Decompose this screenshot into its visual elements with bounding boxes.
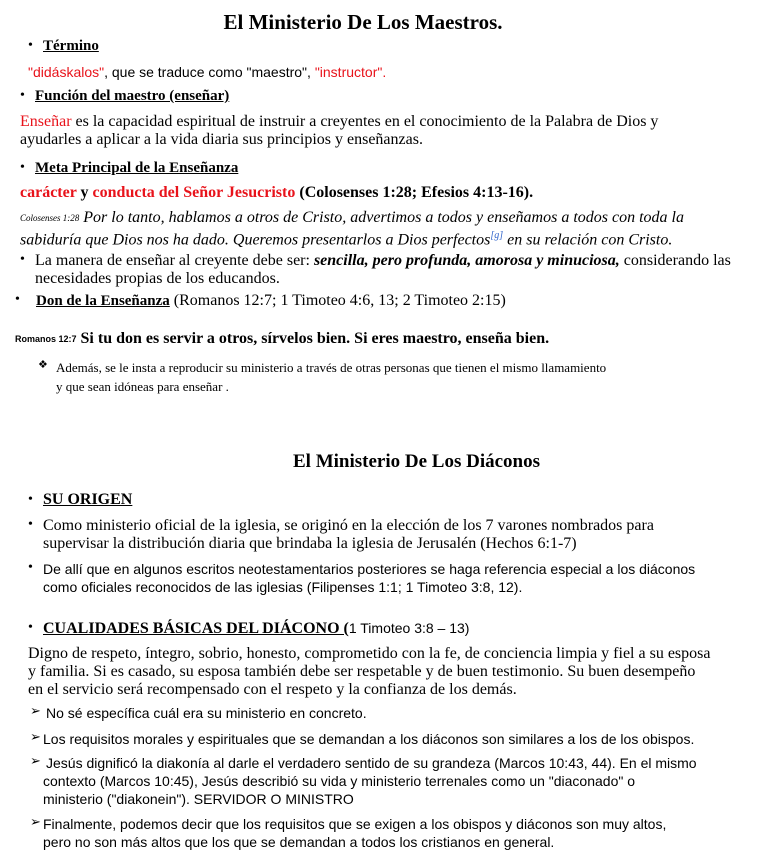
arrow-bullet-icon: ➢: [30, 703, 41, 718]
bullet: •: [20, 88, 25, 103]
bullet: •: [15, 292, 20, 307]
cualidades-item: Finalmente, podemos decir que los requisitos que se exigen a los obispos y diáconos son muy altos, pero no son más altos que los que se demandan a todos los cristianos en general.: [43, 816, 667, 850]
arrow-bullet-icon: ➢: [30, 753, 41, 768]
bullet: •: [28, 560, 33, 575]
diamond-bullet-icon: ❖: [38, 359, 48, 371]
cualidades-heading: CUALIDADES BÁSICAS DEL DIÁCONO (1 Timoteo 3:8 – 13): [43, 620, 470, 637]
arrow-bullet-icon: ➢: [30, 729, 41, 744]
funcion-heading: Función del maestro (enseñar): [35, 88, 230, 104]
title-maestros: El Ministerio De Los Maestros.: [223, 10, 503, 34]
cualidades-item: Jesús dignificó la diakonía al darle el verdadero sentido de su grandeza (Marcos 10:43, 44). En el mismo contexto (Marcos 10:45), Jesús describió su vida y ministerio terrenales como un "diaconado" o ministerio ("diakonein"). SERVIDOR O MINISTRO: [43, 755, 697, 807]
arrow-bullet-icon: ➢: [30, 814, 41, 829]
bullet: •: [20, 252, 25, 267]
meta-manner: La manera de enseñar al creyente debe ser: sencilla, pero profunda, amorosa y minuciosa, considerando las necesidades propias de los educandos.: [35, 252, 731, 287]
bullet: •: [28, 38, 33, 53]
don-verse: $^{Romanos 12:7}$ Si tu don es servir a otros, sírvelos bien. Si eres maestro, enseña bien.: [15, 330, 550, 347]
title-diaconos: El Ministerio De Los Diáconos: [293, 451, 540, 472]
meta-heading: Meta Principal de la Enseñanza: [35, 160, 239, 176]
bullet: •: [28, 620, 33, 635]
bullet: •: [28, 517, 33, 532]
don-note: Además, se le insta a reproducir su ministerio a través de otras personas que tienen el mismo llamamiento y que sean idóneas para enseñar .: [56, 360, 607, 394]
meta-verse: $^{Colosenses 1:28}$ Por lo tanto, hablamos a otros de Cristo, advertimos a todos y enseñamos a todos con toda la sabiduría que Dios nos ha dado. Queremos presentarlos a Dios perfectos[g] en su relación con Cristo.: [20, 209, 684, 249]
don-line: Don de la Enseñanza (Romanos 12:7; 1 Timoteo 4:6, 13; 2 Timoteo 2:15): [36, 292, 506, 309]
bullet: •: [20, 160, 25, 175]
termino-heading: Término: [43, 38, 99, 54]
origen-heading: SU ORIGEN: [43, 491, 133, 508]
bullet: •: [28, 492, 33, 507]
origen-text-1: Como ministerio oficial de la iglesia, se originó en la elección de los 7 varones nombrados para supervisar la distribución diaria que brindaba la iglesia de Jerusalén (Hechos 6:1-7): [43, 517, 654, 552]
cualidades-item: No sé específica cuál era su ministerio en concreto.: [46, 705, 367, 721]
funcion-text: Enseñar es la capacidad espiritual de instruir a creyentes en el conocimiento de la Palabra de Dios y ayudarles a aplicar a la vida diaria sus principios y enseñanzas.: [20, 113, 659, 148]
cualidades-paragraph: Digno de respeto, íntegro, sobrio, honesto, comprometido con la fe, de conciencia limpia y fiel a su esposa y familia. Si es casado, su esposa también debe ser respetable y de buen testimonio. Su buen desempeño en el servicio será recompensado con el respeto y la confianza de los demás.: [28, 645, 711, 698]
cualidades-item: Los requisitos morales y espirituales que se demandan a los diáconos son similares a los de los obispos.: [43, 731, 695, 747]
termino-text: "didáskalos", que se traduce como "maestro", "instructor".: [28, 64, 387, 80]
origen-text-2: De allí que en algunos escritos neotestamentarios posteriores se haga referencia especial a los diáconos como oficiales reconocidos de las iglesias (Filipenses 1:1; 1 Timoteo 3:8, 12).: [43, 561, 696, 595]
meta-text: carácter y conducta del Señor Jesucristo (Colosenses 1:28; Efesios 4:13-16).: [20, 184, 534, 201]
